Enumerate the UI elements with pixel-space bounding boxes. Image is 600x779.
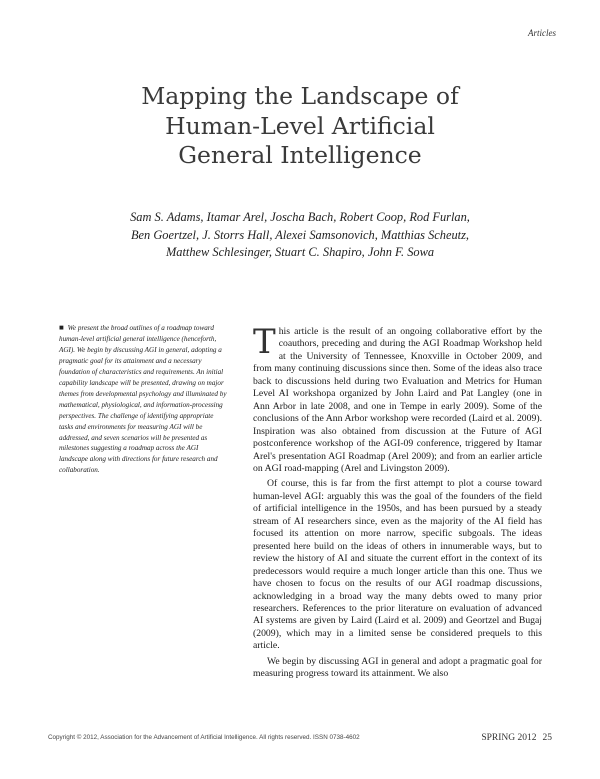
- author-list: [0, 209, 600, 262]
- copyright-notice: Copyright © 2012, Association for the Advancement of Artificial Intelligence. All rights reserved. ISSN 0738-4602: [48, 734, 360, 741]
- author-line: Sam S. Adams, Itamar Arel, Joscha Bach, Robert Coop, Rod Furlan,: [130, 210, 470, 224]
- author-line: Matthew Schlesinger, Stuart C. Shapiro, John F. Sowa: [165, 245, 435, 259]
- page-number: 25: [542, 733, 552, 743]
- drop-cap: T: [253, 322, 276, 362]
- page-folio: [481, 733, 552, 743]
- author-line: Ben Goertzel, J. Storrs Hall, Alexei Samsonovich, Matthias Scheutz,: [130, 227, 470, 242]
- section-label: Articles: [528, 28, 556, 38]
- abstract: [59, 323, 229, 476]
- body-paragraph: [253, 322, 542, 475]
- issue-label: SPRING 2012: [481, 733, 537, 743]
- abstract-text: We present the broad outlines of a roadmap toward human-level artificial general intelligence (henceforth, AGI). We begin by discussing AGI in general, adopting a pragmatic goal for its attainment and a necessary foundation of characteristics and requirements. An initial capability landscape will be presented, drawing on major themes from developmental psychology and illuminated by mathematical, physiological, and information-processing perspectives. The challenge of identifying appropriate tasks and environments for measuring AGI will be addressed, and seven scenarios will be presented as milestones suggesting a roadmap across the AGI landscape along with directions for future research and collaboration.: [59, 324, 227, 475]
- body-paragraph: We begin by discussing AGI in general and adopt a pragmatic goal for measuring progress toward its attainment. We also: [253, 655, 542, 680]
- article-body: [253, 322, 542, 681]
- body-paragraph: Of course, this is far from the first attempt to plot a course toward human-level AGI: arguably this was the goal of the founders of the field of artificial intelligence in the 1950s, and has been pursued by a steady stream of AI researchers since, even as the majority of the AI field has focused its attention on more narrow, specific subgoals. The ideas presented here build on the ideas of others in innumerable ways, but to review the history of AI and situate the current effort in the context of its predecessors would require a much longer article than this one. Thus we have chosen to focus on the results of our AGI roadmap discussions, acknowledging in a broad way the many debts owed to many prior researchers. References to the prior literature on evaluation of advanced AI systems are given by Laird (Laird et al. 2009) and Geortzel and Bugaj (2009), which may in a limited sense be considered prequels to this article.: [253, 478, 542, 652]
- paragraph-text: his article is the result of an ongoing collaborative effort by the coauthors, preceding and during the AGI Roadmap Workshop held at the University of Tennessee, Knoxville in October 2009, and from many continuing discussions since then. Some of the ideas also trace back to discussions held during two Evaluation and Metrics for Human Level AI workshopa organized by John Laird and Pat Langley (one in Ann Arbor in late 2008, and one in Tempe in early 2009). Some of the conclusions of the Ann Arbor workshop were recorded (Laird et al. 2009). Inspiration was also obtained from discussion at the Future of AGI postconference workshop of the AGI-09 conference, triggered by Itamar Arel's presentation AGI Roadmap (Arel 2009); and from an earlier article on AGI road-mapping (Arel and Livingston 2009).: [253, 326, 542, 474]
- title-line: Mapping the Landscape of: [141, 82, 459, 110]
- title-line: Human-Level Artificial: [165, 111, 435, 140]
- title-line: General Intelligence: [178, 141, 422, 169]
- abstract-marker-icon: ■: [59, 323, 64, 332]
- article-title: [0, 82, 600, 171]
